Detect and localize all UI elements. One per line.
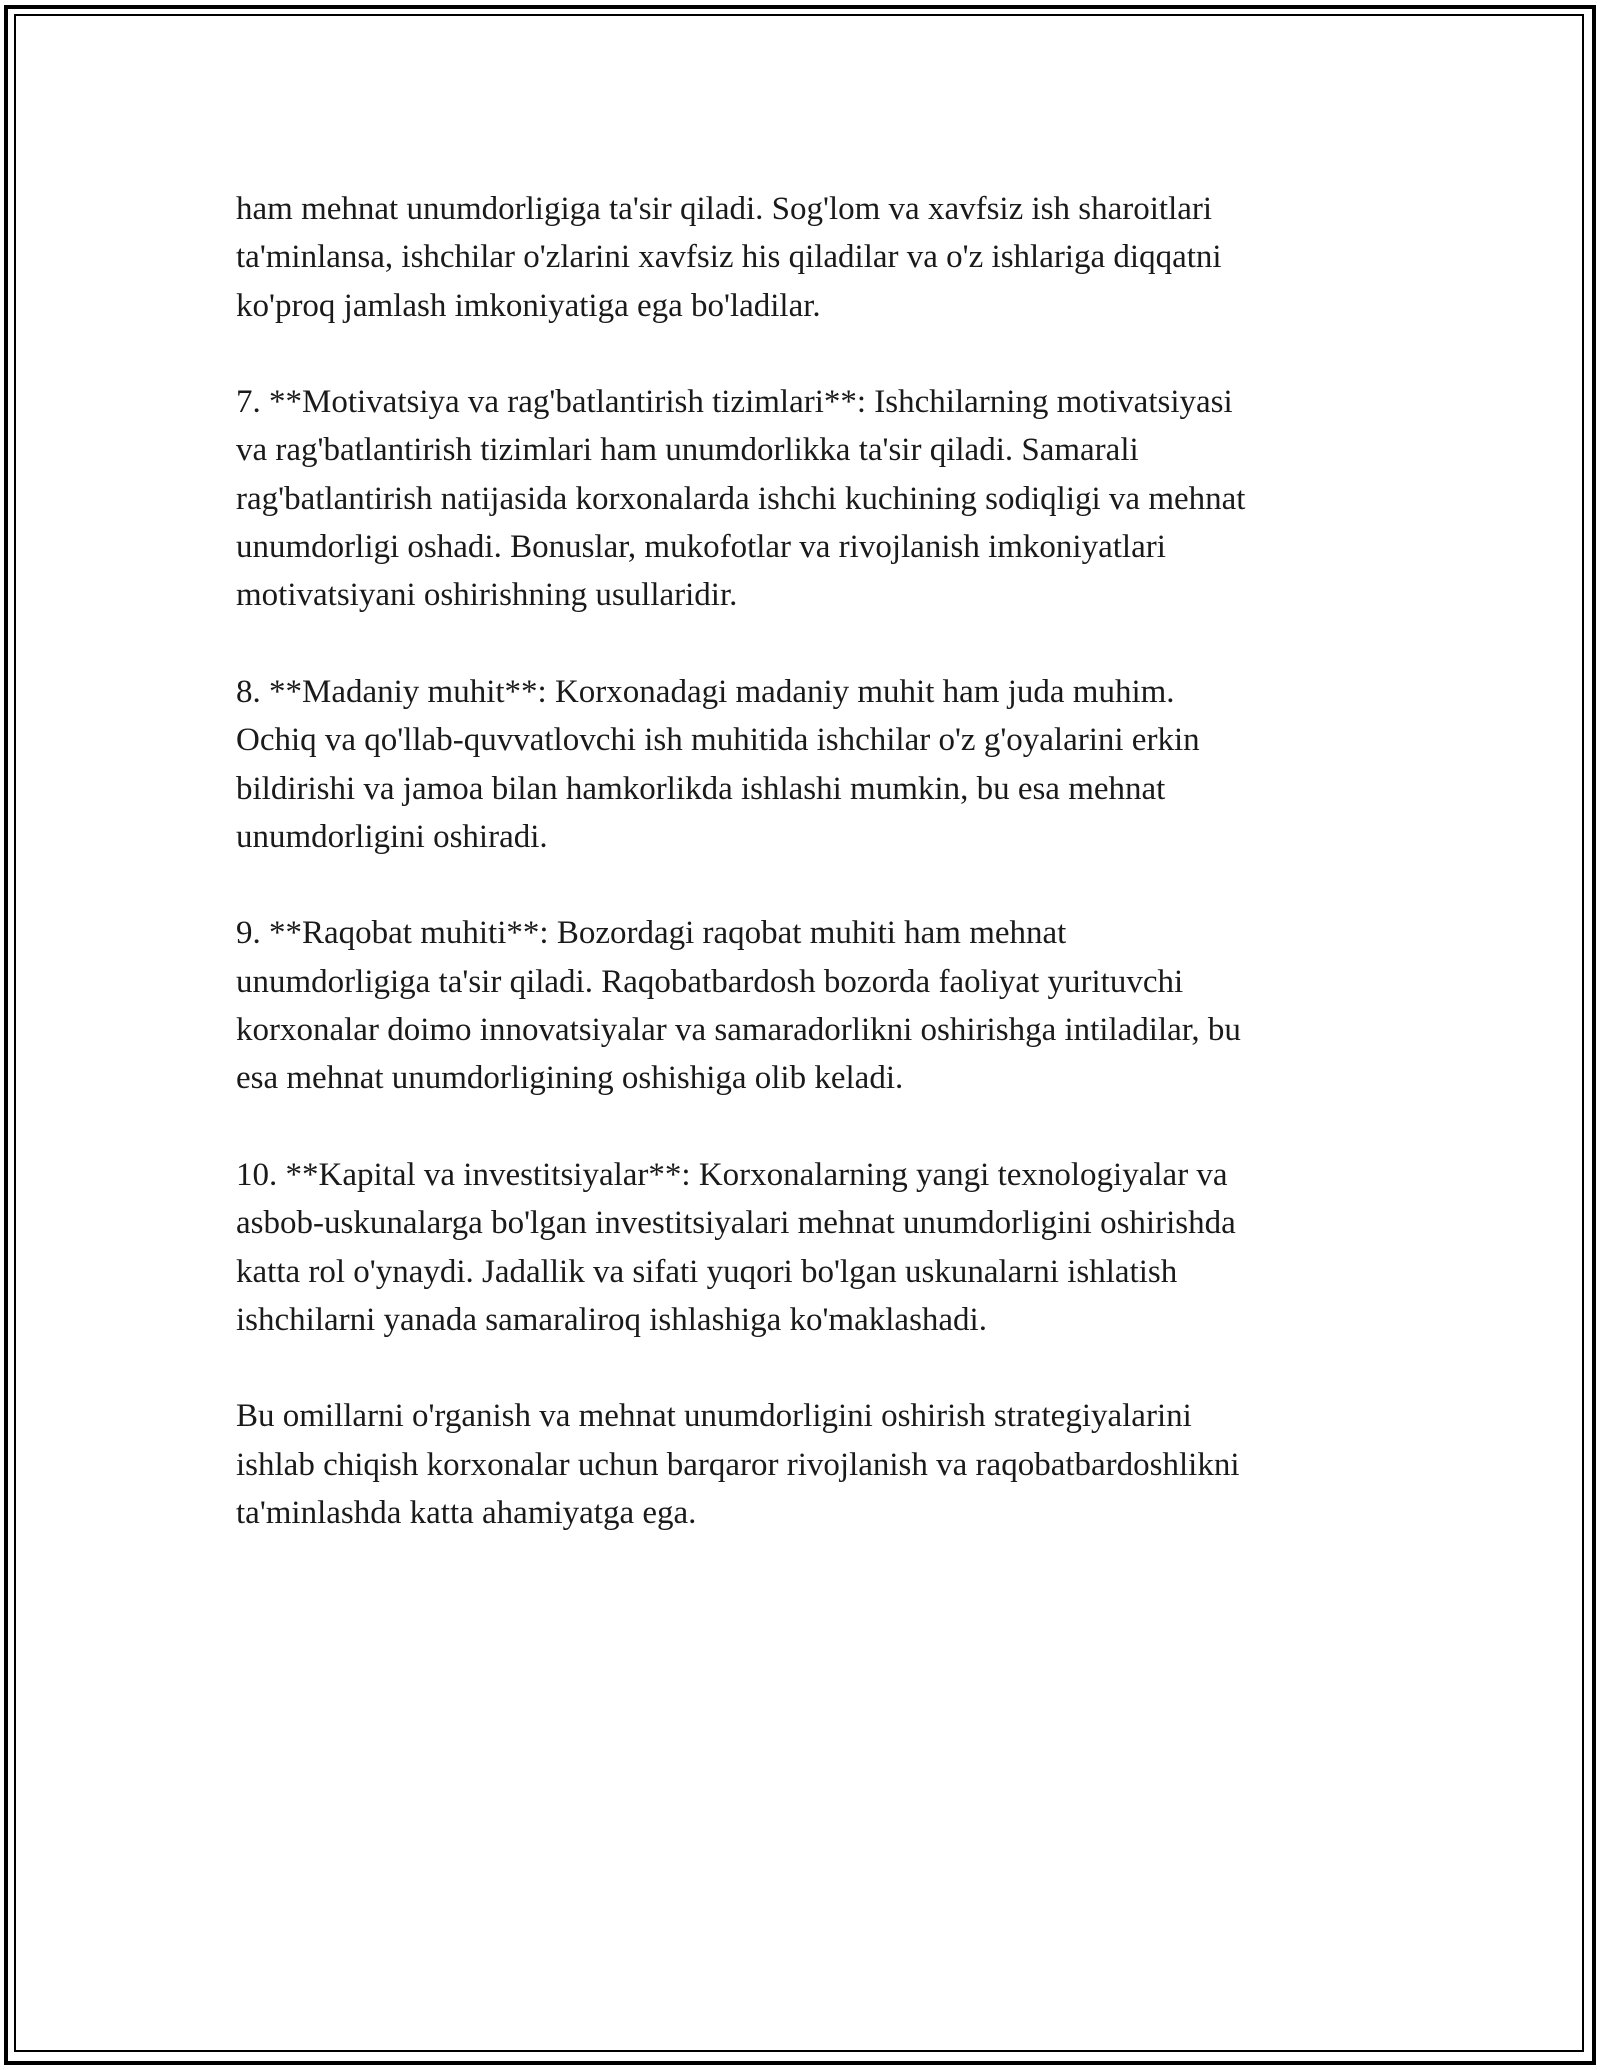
paragraph-conclusion: Bu omillarni o'rganish va mehnat unumdorligini oshirish strategiyalarini ishlab chiqish korxonalar uchun barqaror rivojlanish va raqobatbardoshlikni ta'minlashda katta ahamiyatga ega. xyxy=(236,1398,1240,1532)
paragraph-capital-investment: 10. **Kapital va investitsiyalar**: Korxonalarning yangi texnologiyalar va asbob-uskunalarga bo'lgan investitsiyalari mehnat unumdorligini oshirishda katta rol o'ynaydi. Jadallik va sifati yuqori bo'lgan uskunalarni ishlatish ishchilarni yanada samaraliroq ishlashiga ko'maklashadi. xyxy=(236,1156,1236,1338)
paragraph-work-conditions: ham mehnat unumdorligiga ta'sir qiladi. Sog'lom va xavfsiz ish sharoitlari ta'minlansa, ishchilar o'zlarini xavfsiz his qiladilar va o'z ishlariga diqqatni ko'proq jamlash imkoniyatiga ega bo'ladilar. xyxy=(236,191,1222,324)
document-body xyxy=(236,185,1366,1586)
paragraph-competition: 9. **Raqobat muhiti**: Bozordagi raqobat muhiti ham mehnat unumdorligiga ta'sir qiladi. Raqobatbardosh bozorda faoliyat yurituvchi korxonalar doimo innovatsiyalar va samaradorlikni oshirishga intiladilar, bu esa mehnat unumdorligining oshishiga olib keladi. xyxy=(236,915,1241,1097)
paragraph-cultural-environment: 8. **Madaniy muhit**: Korxonadagi madaniy muhit ham juda muhim. Ochiq va qo'llab-quvvatlovchi ish muhitida ishchilar o'z g'oyalarini erkin bildirishi va jamoa bilan hamkorlikda ishlashi mumkin, bu esa mehnat unumdorligini oshiradi. xyxy=(236,673,1200,855)
paragraph-motivation: 7. **Motivatsiya va rag'batlantirish tizimlari**: Ishchilarning motivatsiyasi va rag'batlantirish tizimlari ham unumdorlikka ta'sir qiladi. Samarali rag'batlantirish natijasida korxonalarda ishchi kuchining sodiqligi va mehnat unumdorligi oshadi. Bonuslar, mukofotlar va rivojlanish imkoniyatlari motivatsiyani oshirishning usullaridir. xyxy=(236,384,1246,614)
